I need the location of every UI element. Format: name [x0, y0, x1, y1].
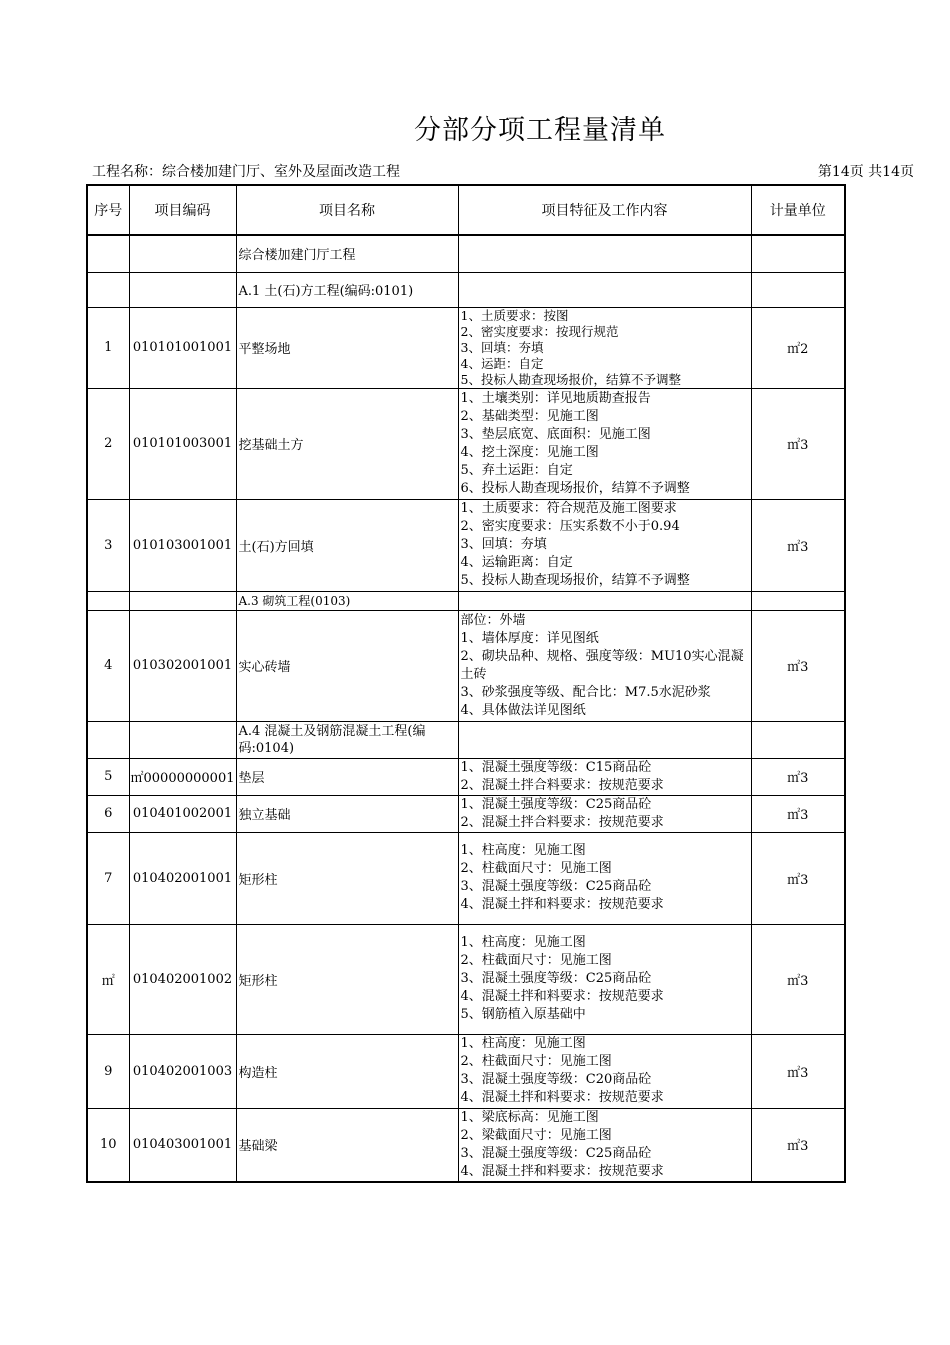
cell-no [87, 721, 129, 758]
cell-code: 010103001001 [129, 499, 236, 591]
bill-of-quantities-table [86, 184, 846, 1183]
header-features: 项目特征及工作内容 [458, 185, 751, 235]
table-row [87, 832, 845, 924]
table-row [87, 795, 845, 832]
cell-name: 垫层 [236, 758, 458, 795]
cell-code: 010302001001 [129, 610, 236, 721]
cell-features: 1、柱高度：见施工图 2、柱截面尺寸：见施工图 3、混凝土强度等级：C25商品砼 4、混凝土拌和料要求：按规范要求 [458, 832, 751, 924]
cell-code: 010401002001 [129, 795, 236, 832]
cell-features: 部位：外墙 1、墙体厚度：详见图纸 2、砌块品种、规格、强度等级：MU10实心混凝土砖 3、砂浆强度等级、配合比：M7.5水泥砂浆 4、具体做法详见图纸 [458, 610, 751, 721]
cell-unit: ㎡3 [751, 1034, 845, 1108]
cell-features [458, 591, 751, 610]
table-row [87, 499, 845, 591]
header-name: 项目名称 [236, 185, 458, 235]
cell-name: 构造柱 [236, 1034, 458, 1108]
cell-features [458, 235, 751, 272]
table-row [87, 272, 845, 307]
cell-features [458, 721, 751, 758]
table-row [87, 307, 845, 388]
cell-no: 4 [87, 610, 129, 721]
cell-code: 010403001001 [129, 1108, 236, 1182]
project-name: 工程名称：综合楼加建门厅、室外及屋面改造工程 [92, 164, 400, 180]
cell-no: 5 [87, 758, 129, 795]
cell-unit: ㎡3 [751, 499, 845, 591]
table-row [87, 591, 845, 610]
cell-no: 6 [87, 795, 129, 832]
cell-unit: ㎡3 [751, 1108, 845, 1182]
header-code: 项目编码 [129, 185, 236, 235]
cell-no: 7 [87, 832, 129, 924]
cell-name: A.3 砌筑工程(0103) [236, 591, 458, 610]
table-row [87, 1108, 845, 1182]
cell-unit: ㎡3 [751, 610, 845, 721]
cell-features: 1、土质要求：符合规范及施工图要求 2、密实度要求：压实系数不小于0.94 3、回填：夯填 4、运输距离：自定 5、投标人勘查现场报价，结算不予调整 [458, 499, 751, 591]
cell-unit: ㎡3 [751, 758, 845, 795]
cell-code [129, 235, 236, 272]
cell-unit: ㎡2 [751, 307, 845, 388]
cell-unit: ㎡3 [751, 832, 845, 924]
cell-no: 10 [87, 1108, 129, 1182]
cell-unit [751, 591, 845, 610]
document-title: 分部分项工程量清单 [414, 115, 666, 146]
header-unit: 计量单位 [751, 185, 845, 235]
cell-name: 综合楼加建门厅工程 [236, 235, 458, 272]
cell-no: ㎡ [87, 924, 129, 1034]
cell-no [87, 235, 129, 272]
cell-features: 1、土质要求：按图 2、密实度要求：按现行规范 3、回填：夯填 4、运距：自定 5、投标人勘查现场报价，结算不予调整 [458, 307, 751, 388]
cell-unit: ㎡3 [751, 924, 845, 1034]
cell-name: A.4 混凝土及钢筋混凝土工程(编码:0104) [236, 721, 458, 758]
cell-code [129, 272, 236, 307]
cell-name: 平整场地 [236, 307, 458, 388]
cell-name: 挖基础土方 [236, 388, 458, 499]
cell-code: ㎡00000000001 [129, 758, 236, 795]
table-row [87, 1034, 845, 1108]
cell-unit [751, 272, 845, 307]
cell-no: 3 [87, 499, 129, 591]
table-row [87, 388, 845, 499]
table-row [87, 235, 845, 272]
table-header-row [87, 185, 845, 235]
cell-no: 2 [87, 388, 129, 499]
cell-no: 1 [87, 307, 129, 388]
cell-name: 矩形柱 [236, 924, 458, 1034]
cell-name: 土(石)方回填 [236, 499, 458, 591]
cell-unit: ㎡3 [751, 388, 845, 499]
table-row [87, 721, 845, 758]
cell-features: 1、混凝土强度等级：C15商品砼 2、混凝土拌合料要求：按规范要求 [458, 758, 751, 795]
table-row [87, 924, 845, 1034]
cell-features: 1、梁底标高：见施工图 2、梁截面尺寸：见施工图 3、混凝土强度等级：C25商品砼 4、混凝土拌和料要求：按规范要求 [458, 1108, 751, 1182]
cell-no: 9 [87, 1034, 129, 1108]
cell-features [458, 272, 751, 307]
cell-features: 1、土壤类别：详见地质勘查报告 2、基础类型：见施工图 3、垫层底宽、底面积：见施工图 4、挖土深度：见施工图 5、弃土运距：自定 6、投标人勘查现场报价，结算不予调整 [458, 388, 751, 499]
table-row [87, 610, 845, 721]
cell-name: 实心砖墙 [236, 610, 458, 721]
cell-code: 010101003001 [129, 388, 236, 499]
cell-unit: ㎡3 [751, 795, 845, 832]
cell-name: 基础梁 [236, 1108, 458, 1182]
cell-features: 1、柱高度：见施工图 2、柱截面尺寸：见施工图 3、混凝土强度等级：C20商品砼 4、混凝土拌和料要求：按规范要求 [458, 1034, 751, 1108]
cell-name: 矩形柱 [236, 832, 458, 924]
cell-name: 独立基础 [236, 795, 458, 832]
cell-code: 010402001002 [129, 924, 236, 1034]
cell-code: 010402001001 [129, 832, 236, 924]
cell-unit [751, 235, 845, 272]
cell-features: 1、柱高度：见施工图 2、柱截面尺寸：见施工图 3、混凝土强度等级：C25商品砼 4、混凝土拌和料要求：按规范要求 5、钢筋植入原基础中 [458, 924, 751, 1034]
cell-no [87, 591, 129, 610]
cell-no [87, 272, 129, 307]
cell-code [129, 721, 236, 758]
page-info: 第14页 共14页 [817, 164, 914, 180]
header-no: 序号 [87, 185, 129, 235]
cell-code: 010101001001 [129, 307, 236, 388]
cell-code: 010402001003 [129, 1034, 236, 1108]
table-row [87, 758, 845, 795]
cell-code [129, 591, 236, 610]
cell-unit [751, 721, 845, 758]
cell-features: 1、混凝土强度等级：C25商品砼 2、混凝土拌合料要求：按规范要求 [458, 795, 751, 832]
cell-name: A.1 土(石)方工程(编码:0101) [236, 272, 458, 307]
